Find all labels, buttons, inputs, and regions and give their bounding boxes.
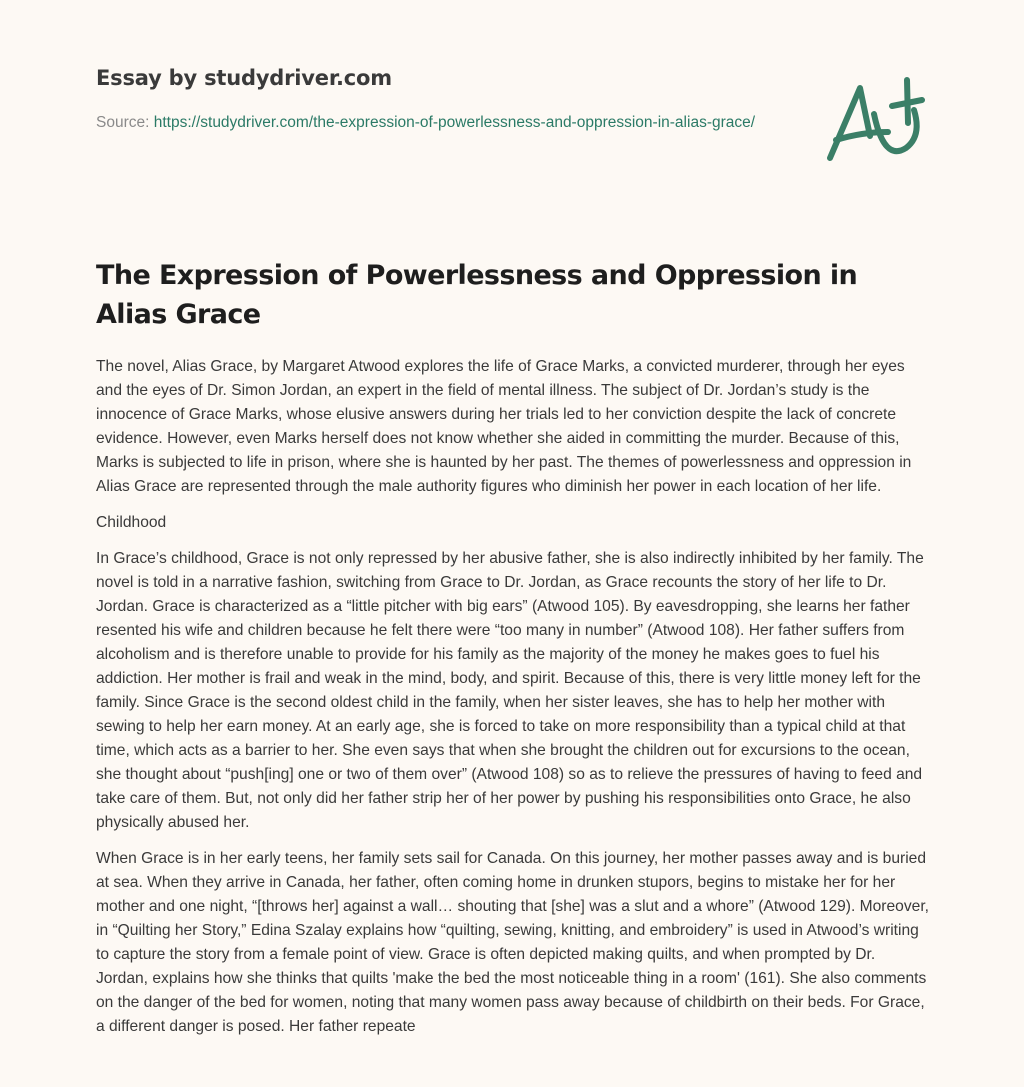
site-title: Essay by studydriver.com [96,66,392,90]
section-heading-childhood: Childhood [96,514,167,531]
article-body [96,355,930,1051]
intro-paragraph: The novel, Alias Grace, by Margaret Atwood explores the life of Grace Marks, a convicted murderer, through her eyes and the eyes of Dr. Simon Jordan, an expert in the field of mental illness. The subject of Dr. Jordan’s study is the innocence of Grace Marks, whose elusive answers during her trials led to her conviction despite the lack of concrete evidence. However, even Marks herself does not know whether she aided in committing the murder. Because of this, Marks is subjected to life in prison, where she is haunted by her past. The themes of powerlessness and oppression in Alias Grace are represented through the male authority figures who diminish her power in each location of her life. [96,358,912,495]
source-label: Source: [96,114,154,131]
a-plus-grade-icon [822,66,932,166]
page-header [96,64,756,135]
body-paragraph: In Grace’s childhood, Grace is not only repressed by her abusive father, she is also indirectly inhibited by her family. The novel is told in a narrative fashion, switching from Grace to Dr. Jordan, as Grace recounts the story of her life to Dr. Jordan. Grace is characterized as a “little pitcher with big ears” (Atwood 105). By eavesdropping, she learns her father resented his wife and children because he felt there were “too many in number” (Atwood 108). Her father suffers from alcoholism and is therefore unable to provide for his family as the majority of the money he makes goes to fuel his addiction. Her mother is frail and weak in the mind, body, and spirit. Because of this, there is very little money left for the family. Since Grace is the second oldest child in the family, when her sister leaves, she has to help her mother with sewing to help her earn money. At an early age, she is forced to take on more responsibility than a typical child at that time, which acts as a barrier to her. She even says that when she brought the children out for excursions to the ocean, she thought about “push[ing] one or two of them over” (Atwood 108) so as to relieve the pressures of having to feed and take care of them. But, not only did her father strip her of her power by pushing his responsibilities onto Grace, he also physically abused her. [96,550,924,831]
body-paragraph: When Grace is in her early teens, her family sets sail for Canada. On this journey, her mother passes away and is buried at sea. When they arrive in Canada, her father, often coming home in drunken stupors, begins to mistake her for her mother and one night, “[throws her] against a wall… shouting that [she] was a slut and a whore” (Atwood 129). Moreover, in “Quilting her Story,” Edina Szalay explains how “quilting, sewing, knitting, and embroidery” is used in Atwood’s writing to capture the story from a female point of view. Grace is often depicted making quilts, and when prompted by Dr. Jordan, explains how she thinks that quilts 'make the bed the most noticeable thing in a room' (161). She also comments on the danger of the bed for women, noting that many women pass away because of childbirth on their beds. For Grace, a different danger is posed. Her father repeate [96,850,929,1035]
article-title: The Expression of Powerlessness and Oppression in Alias Grace [96,260,858,330]
source-line [96,111,756,135]
source-link[interactable]: https://studydriver.com/the-expression-of-powerlessness-and-oppression-in-alias-grace/ [153,114,756,131]
